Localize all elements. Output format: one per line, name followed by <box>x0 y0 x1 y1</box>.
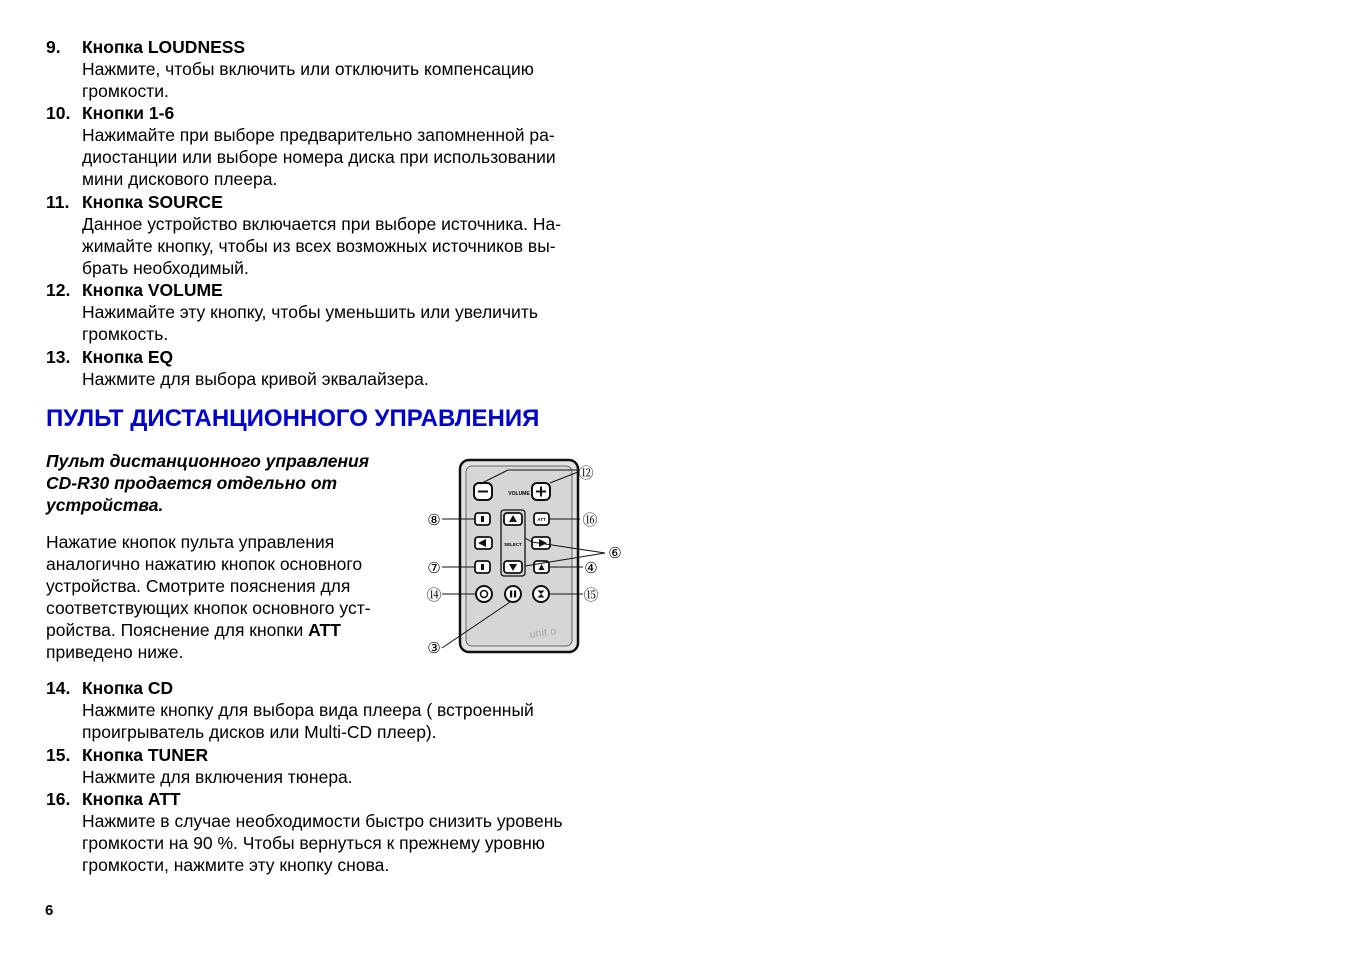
item-heading: 13. Кнопка EQ <box>46 347 174 367</box>
callout-12: ⑫ <box>578 464 594 482</box>
callout-14: ⑭ <box>426 586 442 604</box>
item-source <box>46 191 626 279</box>
cd-button <box>476 586 492 602</box>
section-title: ПУЛЬТ ДИСТАНЦИОННОГО УПРАВЛЕНИЯ <box>46 405 540 432</box>
tuner-button <box>533 586 549 602</box>
item-heading: 11. Кнопка SOURCE <box>46 192 223 212</box>
item-eq <box>46 346 626 390</box>
remote-description-paragraph: Нажатие кнопок пульта управления аналогично нажатию кнопок основного устройства. Смотрите пояснения для соответствующих кнопок основного уст- ройства. Пояснение для кнопки ATT приведено ниже. <box>46 532 371 662</box>
callout-6: ⑥ <box>608 544 622 562</box>
item-heading: 9. Кнопка LOUDNESS <box>46 37 246 57</box>
page-number: 6 <box>45 902 54 919</box>
callout-16: ⑯ <box>582 511 598 529</box>
item-heading: 15. Кнопка TUNER <box>46 745 209 765</box>
callout-8: ⑧ <box>427 511 441 529</box>
pause-icon <box>510 591 512 598</box>
item-heading: 16. Кнопка ATT <box>46 789 181 809</box>
callout-3: ③ <box>427 639 441 657</box>
button-8-glyph <box>481 516 484 522</box>
item-description: Нажмите, чтобы включить или отключить компенсацию громкости. <box>82 59 534 101</box>
item-heading: 12. Кнопка VOLUME <box>46 280 223 300</box>
item-att <box>46 788 626 876</box>
faint-imprint: unit o <box>528 625 558 641</box>
item-cd <box>46 677 626 743</box>
item-heading: 14. Кнопка CD <box>46 678 174 698</box>
remote-control-illustration <box>420 456 630 660</box>
att-label: ATT <box>537 517 546 522</box>
callout-15: ⑮ <box>583 586 599 604</box>
select-label: SELECT <box>504 542 522 547</box>
item-description: Данное устройство включается при выборе источника. На- жимайте кнопку, чтобы из всех возможных источников вы- брать необходимый. <box>82 214 562 278</box>
button-7-glyph <box>481 564 484 570</box>
item-description: Нажимайте при выборе предварительно запомненной ра- диостанции или выборе номера диска при использовании мини дискового плеера. <box>82 125 556 189</box>
item-loudness <box>46 36 626 102</box>
item-heading: 10. Кнопки 1-6 <box>46 103 175 123</box>
item-tuner <box>46 744 626 788</box>
item-buttons-1-6 <box>46 102 626 190</box>
item-description: Нажмите для включения тюнера. <box>82 767 353 787</box>
att-emphasis: ATT <box>308 620 341 640</box>
volume-label: VOLUME <box>508 491 530 497</box>
callout-4: ④ <box>584 559 598 577</box>
item-volume <box>46 279 626 345</box>
item-description: Нажмите для выбора кривой эквалайзера. <box>82 369 429 389</box>
callout-7: ⑦ <box>427 559 441 577</box>
remote-sold-separately-note: Пульт дистанционного управления CD-R30 продается отдельно от устройства. <box>46 451 370 515</box>
item-description: Нажимайте эту кнопку, чтобы уменьшить или увеличить громкость. <box>82 302 538 344</box>
pause-button <box>505 586 521 602</box>
pause-icon <box>514 591 516 598</box>
item-description: Нажмите кнопку для выбора вида плеера ( встроенный проигрыватель дисков или Multi-CD плеер). <box>82 700 534 742</box>
item-description: Нажмите в случае необходимости быстро снизить уровень громкости на 90 %. Чтобы вернуться к прежнему уровню громкости, нажмите эту кнопку снова. <box>82 811 563 875</box>
